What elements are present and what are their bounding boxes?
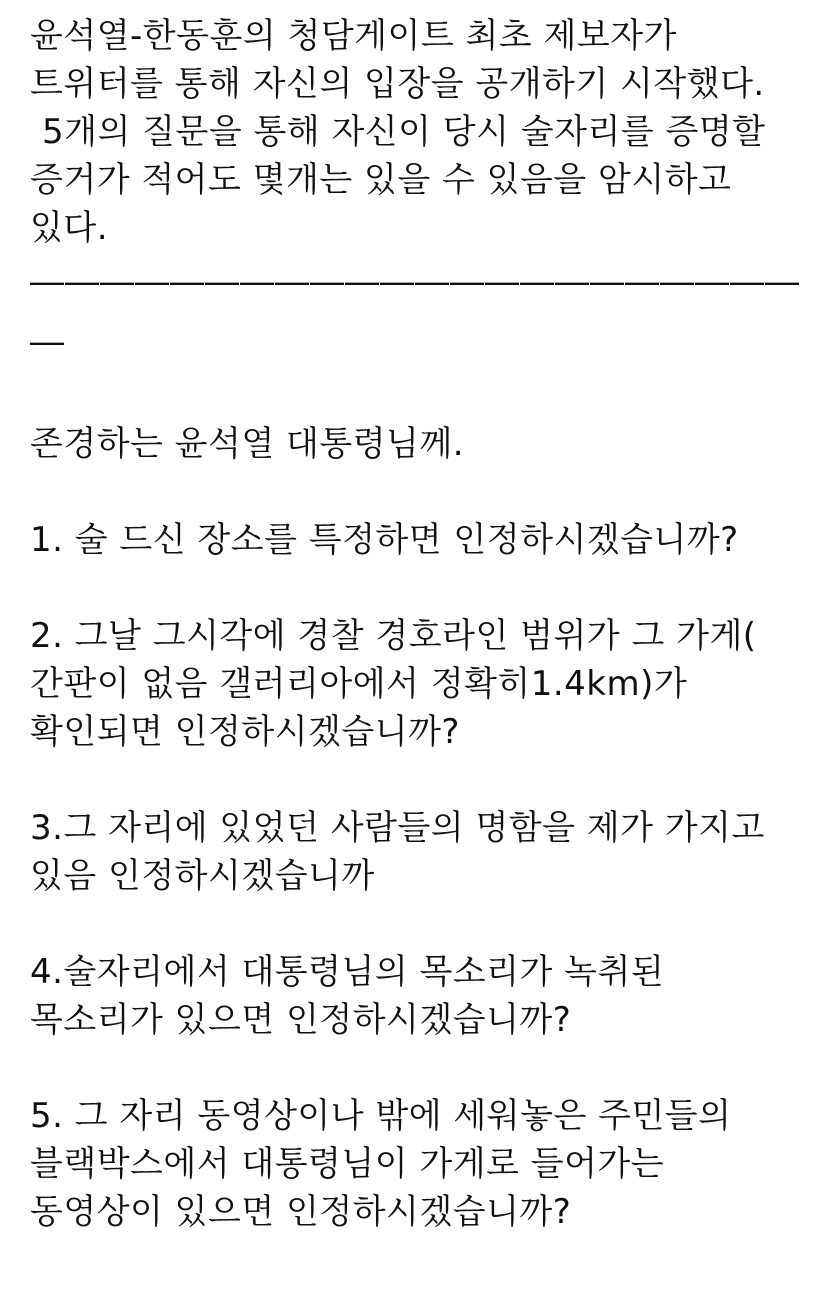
question-5-line-2: 블랙박스에서 대통령님이 가게로 들어가는 — [30, 1144, 665, 1184]
question-4-line-1: 4.술자리에서 대통령님의 목소리가 녹취된 — [30, 952, 665, 992]
question-3-line-2: 있음 인정하시겠습니까 — [30, 856, 375, 896]
question-2-line-3: 확인되면 인정하시겠습니까? — [30, 712, 460, 752]
separator-line-2: ― — [30, 322, 65, 362]
question-5-line-3: 동영상이 있으면 인정하시겠습니까? — [30, 1192, 572, 1232]
intro-line-5: 있다. — [30, 208, 108, 248]
spacer — [30, 372, 820, 420]
spacer — [30, 756, 820, 804]
question-3-line-1: 3.그 자리에 있었던 사람들의 명함을 제가 가지고 — [30, 808, 765, 848]
question-2-line-2: 간판이 없음 갤러리아에서 정확히1.4km)가 — [30, 664, 688, 704]
spacer — [30, 468, 820, 516]
intro-line-4: 증거가 적어도 몇개는 있을 수 있음을 암시하고 — [30, 160, 732, 200]
question-2-line-1: 2. 그날 그시각에 경찰 경호라인 범위가 그 가게( — [30, 616, 757, 656]
intro-line-2: 트위터를 통해 자신의 입장을 공개하기 시작했다. — [30, 64, 765, 104]
intro-line-1: 윤석열-한동훈의 청담게이트 최초 제보자가 — [30, 16, 677, 56]
spacer — [30, 1044, 820, 1092]
question-5-line-1: 5. 그 자리 동영상이나 밖에 세워놓은 주민들의 — [30, 1096, 732, 1136]
document-body — [30, 12, 820, 1236]
spacer — [30, 900, 820, 948]
question-4-line-2: 목소리가 있으면 인정하시겠습니까? — [30, 1000, 572, 1040]
question-1-line-1: 1. 술 드신 장소를 특정하면 인정하시겠습니까? — [30, 520, 739, 560]
separator-line-1: ―――――――――――――――――――――― — [30, 262, 800, 302]
letter-greeting: 존경하는 윤석열 대통령님께. — [30, 424, 465, 464]
intro-line-3: 5개의 질문을 통해 자신이 당시 술자리를 증명할 — [42, 112, 766, 152]
spacer — [30, 564, 820, 612]
